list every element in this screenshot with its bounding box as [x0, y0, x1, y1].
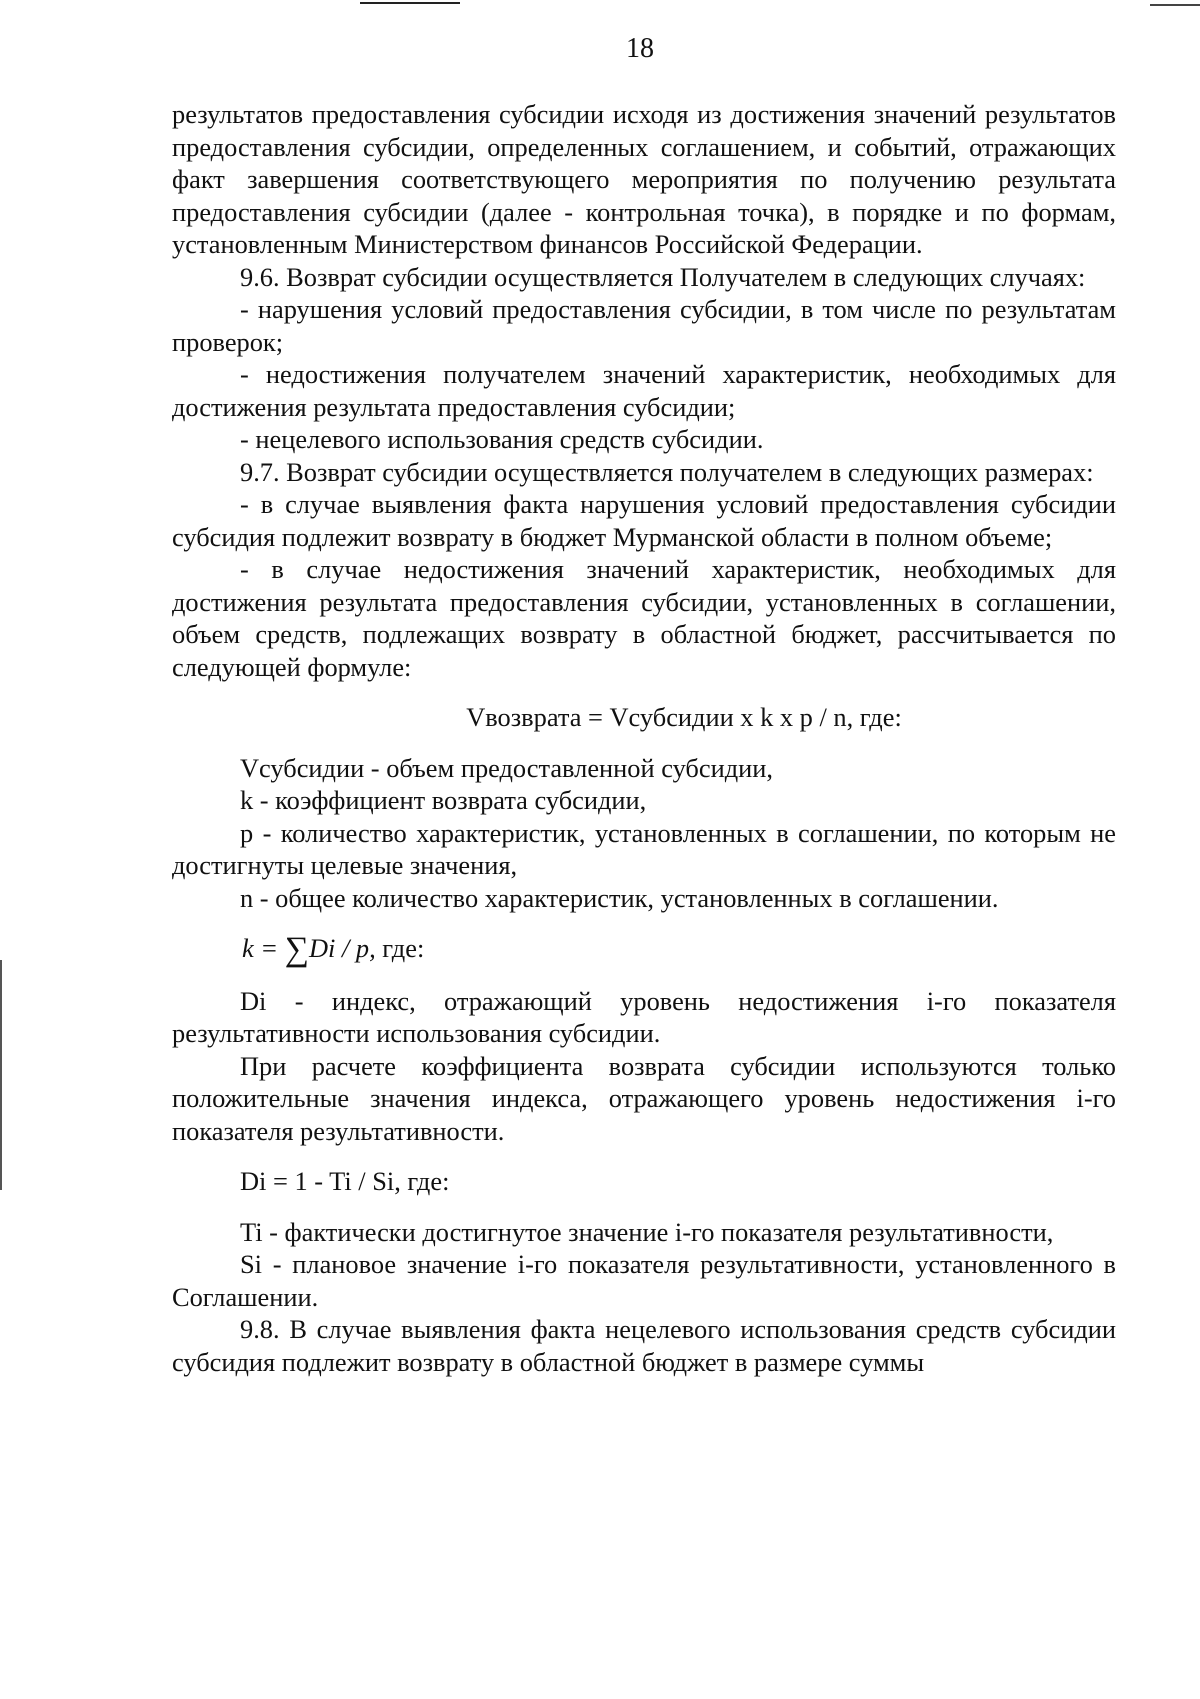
- paragraph-positive-values: При расчете коэффициента возврата субсидии используются только положительные значения индекса, отражающего уровень недостижения i-го показателя результативности.: [172, 1050, 1116, 1146]
- definition-p: p - количество характеристик, установленных в соглашении, по которым не достигнуты целевые значения,: [172, 817, 1116, 880]
- corner-rule: [1150, 4, 1200, 6]
- paragraph-9-6: 9.6. Возврат субсидии осуществляется Получателем в следующих случаях:: [240, 261, 1086, 292]
- definition-n: n - общее количество характеристик, установленных в соглашении.: [240, 882, 999, 913]
- paragraph-results: результатов предоставления субсидии исходя из достижения значений результатов предоставления субсидии, определенных соглашением, и событий, отражающих факт завершения соответствующего мероприятия по получению результата предоставления субсидии (далее - контрольная точка), в порядке и по формам, установленным Министерством финансов Российской Федерации.: [172, 99, 1116, 259]
- list-item-non-achievement: - недостижения получателем значений характеристик, необходимых для достижения результата предоставления субсидии;: [172, 359, 1116, 422]
- list-item-formula-intro: - в случае недостижения значений характеристик, необходимых для достижения результата предоставления субсидии, установленных в соглашении, объем средств, подлежащих возврату в областной бюджет, рассчитывается по следующей формуле:: [172, 554, 1116, 682]
- formula-refund-volume: Vвозврата = Vсубсидии x k x p / n, где:: [466, 702, 902, 732]
- sum-symbol: ∑: [284, 931, 309, 968]
- list-item-misuse: - нецелевого использования средств субсидии.: [240, 424, 764, 454]
- formula-k-tail: где:: [375, 933, 425, 963]
- list-item-violation: - нарушения условий предоставления субсидии, в том числе по результатам проверок;: [172, 294, 1116, 357]
- definition-di: Di - индекс, отражающий уровень недостижения i-го показателя результативности использования субсидии.: [172, 985, 1116, 1048]
- top-rule: [360, 2, 460, 4]
- scan-edge-mark: [0, 960, 2, 1190]
- formula-k-coefficient: [172, 932, 1116, 967]
- definition-k: k - коэффициент возврата субсидии,: [240, 785, 647, 815]
- formula-k-left: k =: [242, 933, 279, 963]
- paragraph-9-7: 9.7. Возврат субсидии осуществляется получателем в следующих размерах:: [240, 456, 1094, 487]
- page-number: 18: [626, 33, 654, 64]
- formula-k-right: Di / p,: [308, 933, 376, 963]
- list-item-full-refund: - в случае выявления факта нарушения условий предоставления субсидии субсидия подлежит возврату в бюджет Мурманской области в полном объеме;: [172, 489, 1116, 552]
- definition-si: Si - плановое значение i-го показателя результативности, установленного в Соглашении.: [172, 1249, 1116, 1312]
- paragraph-9-8: 9.8. В случае выявления факта нецелевого использования средств субсидии субсидия подлежит возврату в областной бюджет в размере суммы: [172, 1314, 1116, 1377]
- document-body: [172, 98, 1116, 1378]
- definition-ti: Ti - фактически достигнутое значение i-го показателя результативности,: [240, 1216, 1054, 1247]
- formula-di: Di = 1 - Ti / Si, где:: [240, 1166, 450, 1196]
- definition-v-subsidy: Vсубсидии - объем предоставленной субсидии,: [240, 752, 773, 783]
